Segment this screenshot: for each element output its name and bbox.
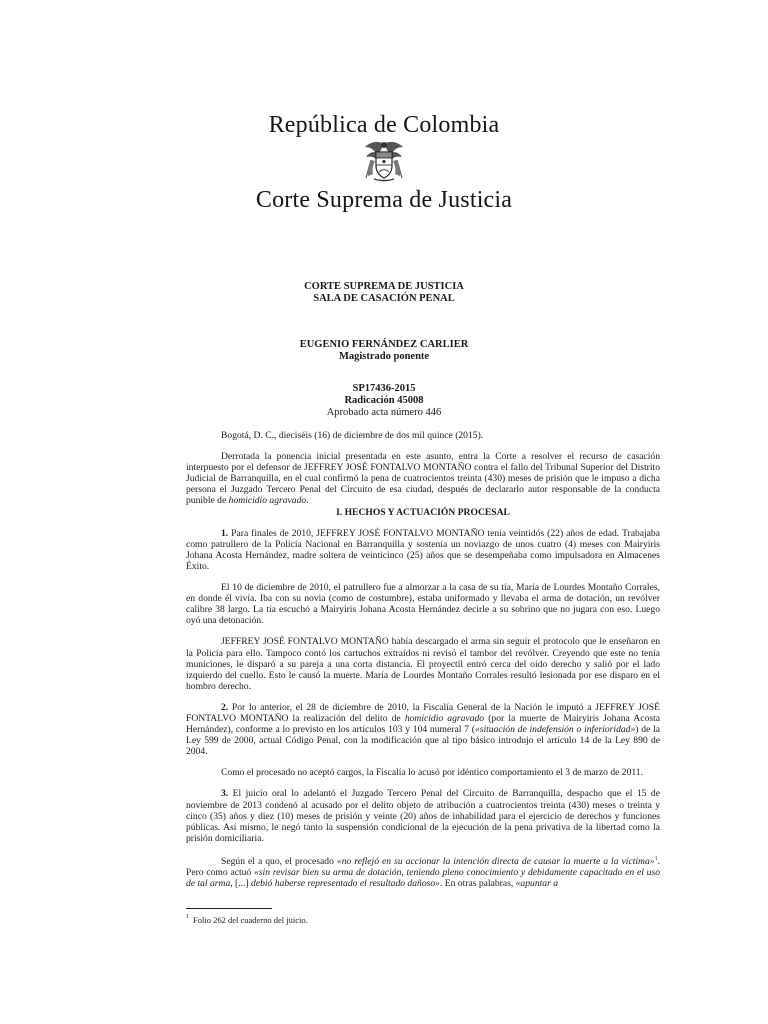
republic-heading: República de Colombia	[268, 112, 500, 138]
footnote-divider	[186, 908, 272, 909]
magistrate-name: EUGENIO FERNÁNDEZ CARLIER	[299, 339, 469, 350]
paragraph-6: 3. El juicio oral lo adelantó el Juzgado Tercero Penal del Circuito de Barranquilla, despacho que el 15 de noviembre de 2013 condenó al acusado por el delito objeto de atribución a cuatrocientos treinta (430) meses o treinta y cinco (35) años y diez (10) meses de prisión y veinte (20) años de inhabilidad para el ejercicio de derechos y funciones públicas. Así mismo, le negó tanto la suspensión condicional de la ejecución de la pena privativa de la libertad como la prisión domiciliaria.	[186, 788, 660, 844]
footnote	[186, 912, 308, 926]
court-heading: Corte Suprema de Justicia	[255, 187, 513, 213]
decision-body	[186, 430, 660, 889]
case-acta: Aprobado acta número 446	[326, 407, 442, 418]
court-block	[0, 281, 768, 305]
paragraph-3: JEFFREY JOSÉ FONTALVO MONTAÑO había descargado el arma sin seguir el protocolo que le enseñaron en la Policía para ello. Tampoco contó los cartuchos extraídos ni revisó el tambor del revólver. Creyendo que este no tenía municiones, le disparó a su pareja a una corta distancia. El proyectil entró cerca del oído derecho y salió por el lado izquierdo del cuello. Esto le causó la muerte. María de Lourdes Montaño Corrales resultó lesionada por ese disparo en el hombro derecho.	[186, 636, 660, 692]
magistrate-role: Magistrado ponente	[338, 351, 430, 362]
chamber-name: SALA DE CASACIÓN PENAL	[313, 293, 455, 304]
paragraph-4: 2. Por lo anterior, el 28 de diciembre de 2010, la Fiscalía General de la Nación le imputó a JEFFREY JOSÉ FONTALVO MONTAÑO la realización del delito de homicidio agravado (por la muerte de Mairyiris Johana Acosta Hernández), conforme a lo previsto en los artículos 103 y 104 numeral 7 («situación de indefensión o inferioridad») de la Ley 599 de 2000, actual Código Penal, con la modificación que al tipo básico introdujo el artículo 14 de la Ley 890 de 2004.	[186, 701, 661, 758]
date-line: Bogotá, D. C., dieciséis (16) de diciembre de dos mil quince (2015).	[221, 430, 484, 441]
magistrate-block	[0, 339, 768, 363]
footnote-mark: 1	[186, 914, 189, 920]
paragraph-1: 1. Para finales de 2010, JEFFREY JOSÉ FONTALVO MONTAÑO tenía veintidós (22) años de edad. Trabajaba como patrullero de la Policía Nacional en Barranquilla y sostenía un noviazgo de unos cuatro (4) meses con Mairyiris Johana Acosta Hernández, madre soltera de veinticinco (25) años que se desempeñaba como impulsadora en Almacenes Éxito.	[186, 527, 660, 572]
section-heading: I. HECHOS Y ACTUACIÓN PROCESAL	[336, 506, 510, 518]
case-radicacion: Radicación 45008	[344, 395, 424, 406]
court-name: CORTE SUPREMA DE JUSTICIA	[304, 281, 464, 292]
paragraph-7: Según el a quo, el procesado «no reflejó en su accionar la intención directa de causar la muerte a la víctima»$^1$. Pero como actuó «sin revisar bien su arma de dotación, teniendo pleno conocimiento y debidamente capacitado en el uso de tal arma, [...] debió haberse representado el resultado dañoso». En otras palabras, «apuntar a	[186, 855, 660, 890]
footnote-ref: 1	[654, 855, 658, 862]
coat-of-arms-icon	[362, 138, 406, 182]
footnote-text: Folio 262 del cuaderno del juicio.	[193, 915, 308, 925]
intro-paragraph: Derrotada la ponencia inicial presentada en este asunto, entra la Corte a resolver el recurso de casación interpuesto por el defensor de JEFFREY JOSÉ FONTALVO MONTAÑO contra el fallo del Tribunal Superior del Distrito Judicial de Barranquilla, en el cual confirmó la pena de cuatrocientos treinta (430) meses de prisión que le impuso a dicha persona el Juzgado Tercero Penal del Circuito de esa ciudad, después de declararlo autor responsable de la conducta punible de homicidio agravado.	[186, 451, 660, 507]
case-number: SP17436-2015	[352, 383, 416, 394]
paragraph-2: El 10 de diciembre de 2010, el patrullero fue a almorzar a la casa de su tía, María de Lourdes Montaño Corrales, en donde él vivía. Iba con su novia (como de costumbre), estaba uniformado y llevaba el arma de dotación, un revólver calibre 38 largo. La tía escuchó a Mairyiris Johana Acosta Hernández decirle a su sobrino que no jugara con eso. Luego oyó una detonación.	[186, 582, 660, 627]
case-block	[0, 383, 768, 419]
paragraph-5: Como el procesado no aceptó cargos, la Fiscalía lo acusó por idéntico comportamiento el 3 de marzo de 2011.	[221, 767, 643, 779]
